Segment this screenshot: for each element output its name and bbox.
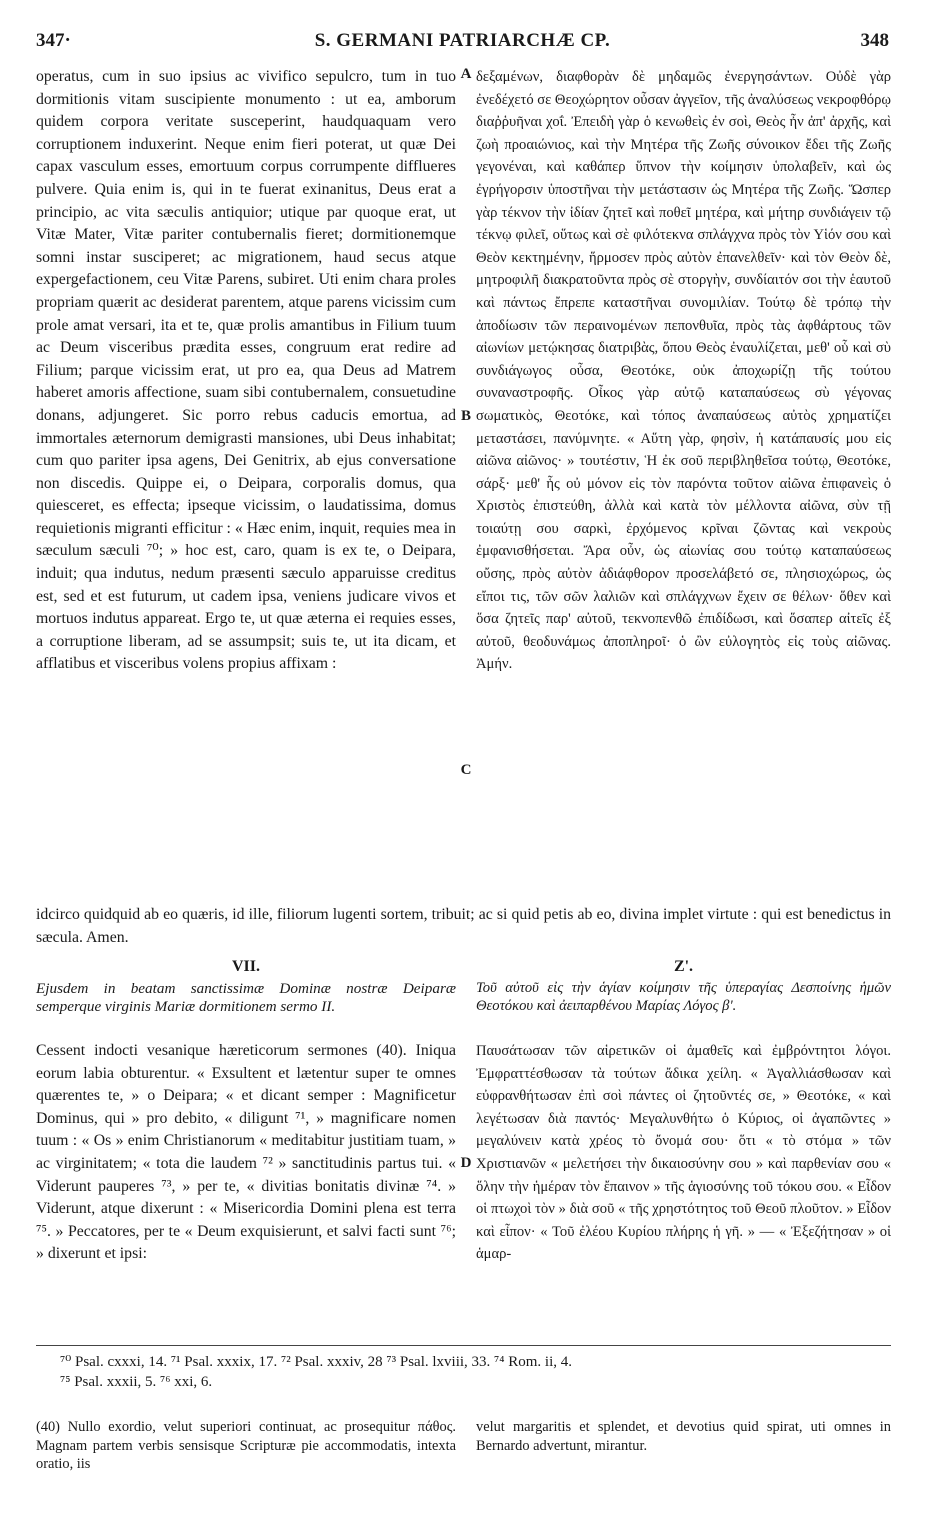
margin-marker-c: C: [460, 762, 472, 778]
section-title-greek: Τοῦ αὐτοῦ εἰς τὴν ἁγίαν κοίμησιν τῆς ὑπεραγίας Δεσποίνης ἡμῶν Θεοτόκου καὶ ἀειπαρθένου Μαρίας Λόγος β'.: [476, 980, 891, 1014]
margin-marker-d: D: [460, 1155, 472, 1171]
greek-section-body: Παυσάτωσαν τῶν αἱρετικῶν οἱ ἀμαθεῖς καὶ ἐμβρόντητοι λόγοι. Ἐμφραττέσθωσαν τὰ τούτων ἄδικα χείλη. « Ἀγαλλιάσθωσαν καὶ εὐφρανθήτωσαν ἐπὶ σοὶ πάντες οἱ ζητοῦντές σε, » Θεοτόκε, « καὶ λεγέτωσαν διὰ παντός· Μεγαλυνθήτω ὁ Κύριος, οἱ ἀγαπῶντες » μεγαλύνειν κατὰ χρέος τὸ ὄνομά σου· ὅτι « τὸ στόμα » τῶν Χριστιανῶν « μελετήσει τὴν δικαιοσύνην σου » καὶ παρθενίαν σου « ὅλην τὴν ἡμέραν τὸν ἔπαινον » τῆς ἁγιοσύνης τοῦ τόκου σου. « Εἶδον οἱ πτωχοὶ τὸν » διὰ σοῦ « τῆς χρηστότητος τοῦ Θεοῦ πλοῦτον. » Εἶδον καὶ εἶπον· « Τοῦ ἐλέου Κυρίου πλήρης ἡ γῆ. » — « Ἐξεζήτησαν » οἱ ἁμαρ-: [476, 1043, 891, 1263]
latin-section-body: Cessent indocti vesanique hæreticorum sermones (40). Iniqua eorum labia obturentur. « Exsultent et lætentur super te omnes quærentes te, » o Deipara; « et dicant semper : Magnificetur Dominus, qui » pro debito, « diligunt ⁷¹, » magnificare nomen tuum : « Os » enim Christianorum « meditabitur justitiam tuam, » ac virginitatem; « tota die laudem ⁷² » sanctitudinis partus tui. « Viderunt pauperes ⁷³, » per te, « divitias bonitatis divinæ ⁷⁴. » Viderunt, atque dixerunt : « Misericordia Domini plena est terra ⁷⁵. » Peccatores, per te « Deum exquisierunt, et salvi facti sunt ⁷⁶; » dixerunt et ipsi:: [36, 1042, 456, 1263]
section-number-latin: VII.: [231, 958, 260, 975]
page-number-right: 348: [860, 30, 889, 51]
full-width-conclusion: idcirco quidquid ab eo quæris, id ille, filiorum lugenti sortem, tribuit; ac si quid petis ab eo, divina implet virtute : qui est benedictus in sæcula. Amen.: [36, 906, 891, 946]
footnote-divider: [36, 1345, 891, 1346]
section-number-greek: Ζ'.: [673, 958, 694, 975]
commentary-note-left: (40) Nullo exordio, velut superiori continuat, ac prosequitur πάθος. Magnam partem verbis sensisque Scripturæ pie accommodatis, intexta oratio, iis: [36, 1419, 456, 1472]
page-header: [36, 30, 889, 60]
commentary-note-right: velut margaritis et splendet, et devotius quid spirat, uti omnes in Bernardo advertunt, mirantur.: [476, 1419, 891, 1454]
greek-column-top: [476, 66, 891, 902]
latin-paragraph: operatus, cum in suo ipsius ac vivifico sepulcro, tum in tuo dormitionis vitam suscipiente monumento : ut ea, amborum quidem corpora veritate susceperint, haudquaquam vero corruptionem induxerint. Neque enim fieri poterat, ut quæ Dei capax vasculum esses, emortuum corpus corrumpente difflueres pulvere. Quia enim is, qui in te fuerat exinanitus, Deus erat a principio, ac vita sæculis antiquior; utique par quoque erat, ut Vitæ Mater, Vitæ pariter contubernalis fieret; dormitionemque somni instar susciperet; ac migrationem, haud secus atque expergefactionem, ceu Vitæ Parens, subiret. Uti enim chara proles propriam quærit ac desiderat parentem, atque parens vicissim cum prole amat versari, ita et te, quæ prolis amantibus in Filium tuum ac Deum visceribus prædita esses, congruum erat redire ad Filium; parque vicissim erat, ut pro ea, qua Deus ad Matrem haberet amoris affectione, suam sibi contubernalem, consuetudine donans, adjungeret. Sic porro rebus caducis emortua, ad immortales æternorum demigrasti mansiones, ubi Deus inhabitat; cum quo pariter ipsa agens, Dei Genitrix, ab ejus conversatione non discedis. Quippe ei, o Deipara, corporalis domus, qua quiesceret, es effecta; ipseque vicissim, o laudatissima, domus requietionis migranti efficitur : « Hæc enim, inquit, requies mea in sæculum sæculi ⁷⁰; » hoc est, caro, quam is ex te, o Deipara, induit; qua indutus, nedum præsenti sæculo apparuisse creditus est, sed et est futurum, ut cadem ipsa, veniens judicare vivos et mortuos indutus appareat. Ergo te, ut quæ æterna ei requies esses, a corruptione liberam, ad se assumpsit; suis te, ut ita dicam, et afflatibus et visceribus volens propius affixam :: [36, 68, 456, 673]
latin-column-top: [36, 66, 456, 902]
margin-marker-a: A: [460, 66, 472, 82]
latin-column-bottom: [36, 1040, 456, 1340]
footnote-line: ⁷⁵ Psal. xxxii, 5. ⁷⁶ xxi, 6.: [60, 1374, 213, 1390]
footnote-line: ⁷⁰ Psal. cxxxi, 14. ⁷¹ Psal. xxxix, 17. ⁷² Psal. xxxiv, 28 ⁷³ Psal. lxviii, 33. ⁷⁴ Rom. ii, 4.: [60, 1354, 573, 1370]
page-number-left: 347·: [36, 30, 71, 51]
margin-marker-b: B: [460, 408, 471, 424]
greek-paragraph: δεξαμένων, διαφθορὰν δὲ μηδαμῶς ἐνεργησάντων. Οὐδὲ γὰρ ἐνεδέχετό σε Θεοχώρητον οὖσαν ἀγγεῖον, τῆς ἀναλύσεως νεκροφθόρῳ διαῤῥυῆναι χοΐ. Ἐπειδὴ γὰρ ὁ κενωθεὶς ἐν σοὶ, Θεὸς ἦν ἀπ' ἀρχῆς, καὶ ζωὴ προαιώνιος, καὶ τὴν Μητέρα τῆς Ζωῆς σύνοικον ἔδει τῆς Ζωῆς γεγονέναι, καὶ καθάπερ ὕπνον τὴν κοίμησιν ὑπολαβεῖν, καὶ ὡς ἐγρήγορσιν ὑποστῆναι τὴν μετάστασιν ὡς Μητέρα τῆς Ζωῆς. Ὥσπερ γὰρ τέκνον τὴν ἰδίαν ζητεῖ καὶ ποθεῖ μητέρα, καὶ μήτηρ συνδιάγειν τῷ τέκνῳ φιλεῖ, οὕτως καὶ σὲ φιλότεκνα σπλάγχνα πρὸς τὸν Υἱόν σου καὶ Θεὸν κεκτημένην, ἥρμοσεν πρὸς αὐτὸν ἐπανελθεῖν· καὶ τὸν Θεὸν δὲ, μητροφιλῆ διακρατοῦντα πρὸς σὲ στοργὴν, συνδίαιτόν σοι τὴν ἑαυτοῦ καὶ πάντως ἔπρεπε καταστῆναι συνομιλίαν. Τούτῳ δὲ τρόπῳ τὴν ἀποδίωσιν τῶν περαινομένων πεπονθυῖα, πρὸς τὰς ἀφθάρτους τῶν αἰωνίων μετῴκησας διατριβὰς, ὅπου Θεὸς ἐναυλίζεται, μεθ' οὗ καὶ σὺ συνδιάγωγος οὖσα, Θεοτόκε, οὐκ ἀποχωρίζῃ τῆς τούτου συναναστροφῆς. Οἶκος γὰρ αὐτῷ καταπαύσεως σὺ γέγονας σωματικὸς, Θεοτόκε, καὶ τόπος ἀναπαύσεως αὐτὸς χρηματίζει μεταστάσει, πανύμνητε. « Αὕτη γὰρ, φησὶν, ἡ κατάπαυσίς μου εἰς αἰῶνα αἰῶνος· » τουτέστιν, Ἡ ἐκ σοῦ περιβληθεῖσα τούτῳ, Θεοτόκε, σάρξ· μεθ' ἧς οὐ μόνον εἰς τὸν παρόντα τοῦτον αἰῶνα ἐπιφανεὶς ὁ Χριστὸς ἐπιστεύθη, ἀλλὰ καὶ κατὰ τὸν μέλλοντα αἰῶνα, σὺν τῇ τοιαύτῃ σου σαρκὶ, ἐρχόμενος κρῖναι ζῶντας καὶ νεκροὺς ἐμφανισθήσεται. Ἄρα οὖν, ὡς αἰωνίας σου τούτῳ καταπαύσεως οὔσης, πρὸς αὐτὸν ἀδιάφθορον προσελάβετό σε, πλησιοχώρως, ὡς εἴποι τις, τῶν σῶν λαλιῶν καὶ σπλάγχνων ἔχειν σε θέλων· ὅθεν καὶ ὅσα ζητεῖς παρ' αὐτοῦ, τεκνοπενθῶ ἐπιδίδωσι, καὶ ὅσαπερ αἰτεῖς ἐξ αὐτοῦ, θεοδυνάμως ἀποπληροῖ· ὁ ὢν εὐλογητὸς εἰς τοὺς αἰῶνας. Ἀμήν.: [476, 69, 891, 673]
greek-column-bottom: [476, 1040, 891, 1340]
section-title-latin: Ejusdem in beatam sanctissimæ Dominæ nostræ Deiparæ semperque virginis Mariæ dormitionem sermo II.: [36, 980, 456, 1015]
running-title: S. GERMANI PATRIARCHÆ CP.: [314, 30, 611, 51]
scripture-footnotes: [60, 1352, 890, 1392]
